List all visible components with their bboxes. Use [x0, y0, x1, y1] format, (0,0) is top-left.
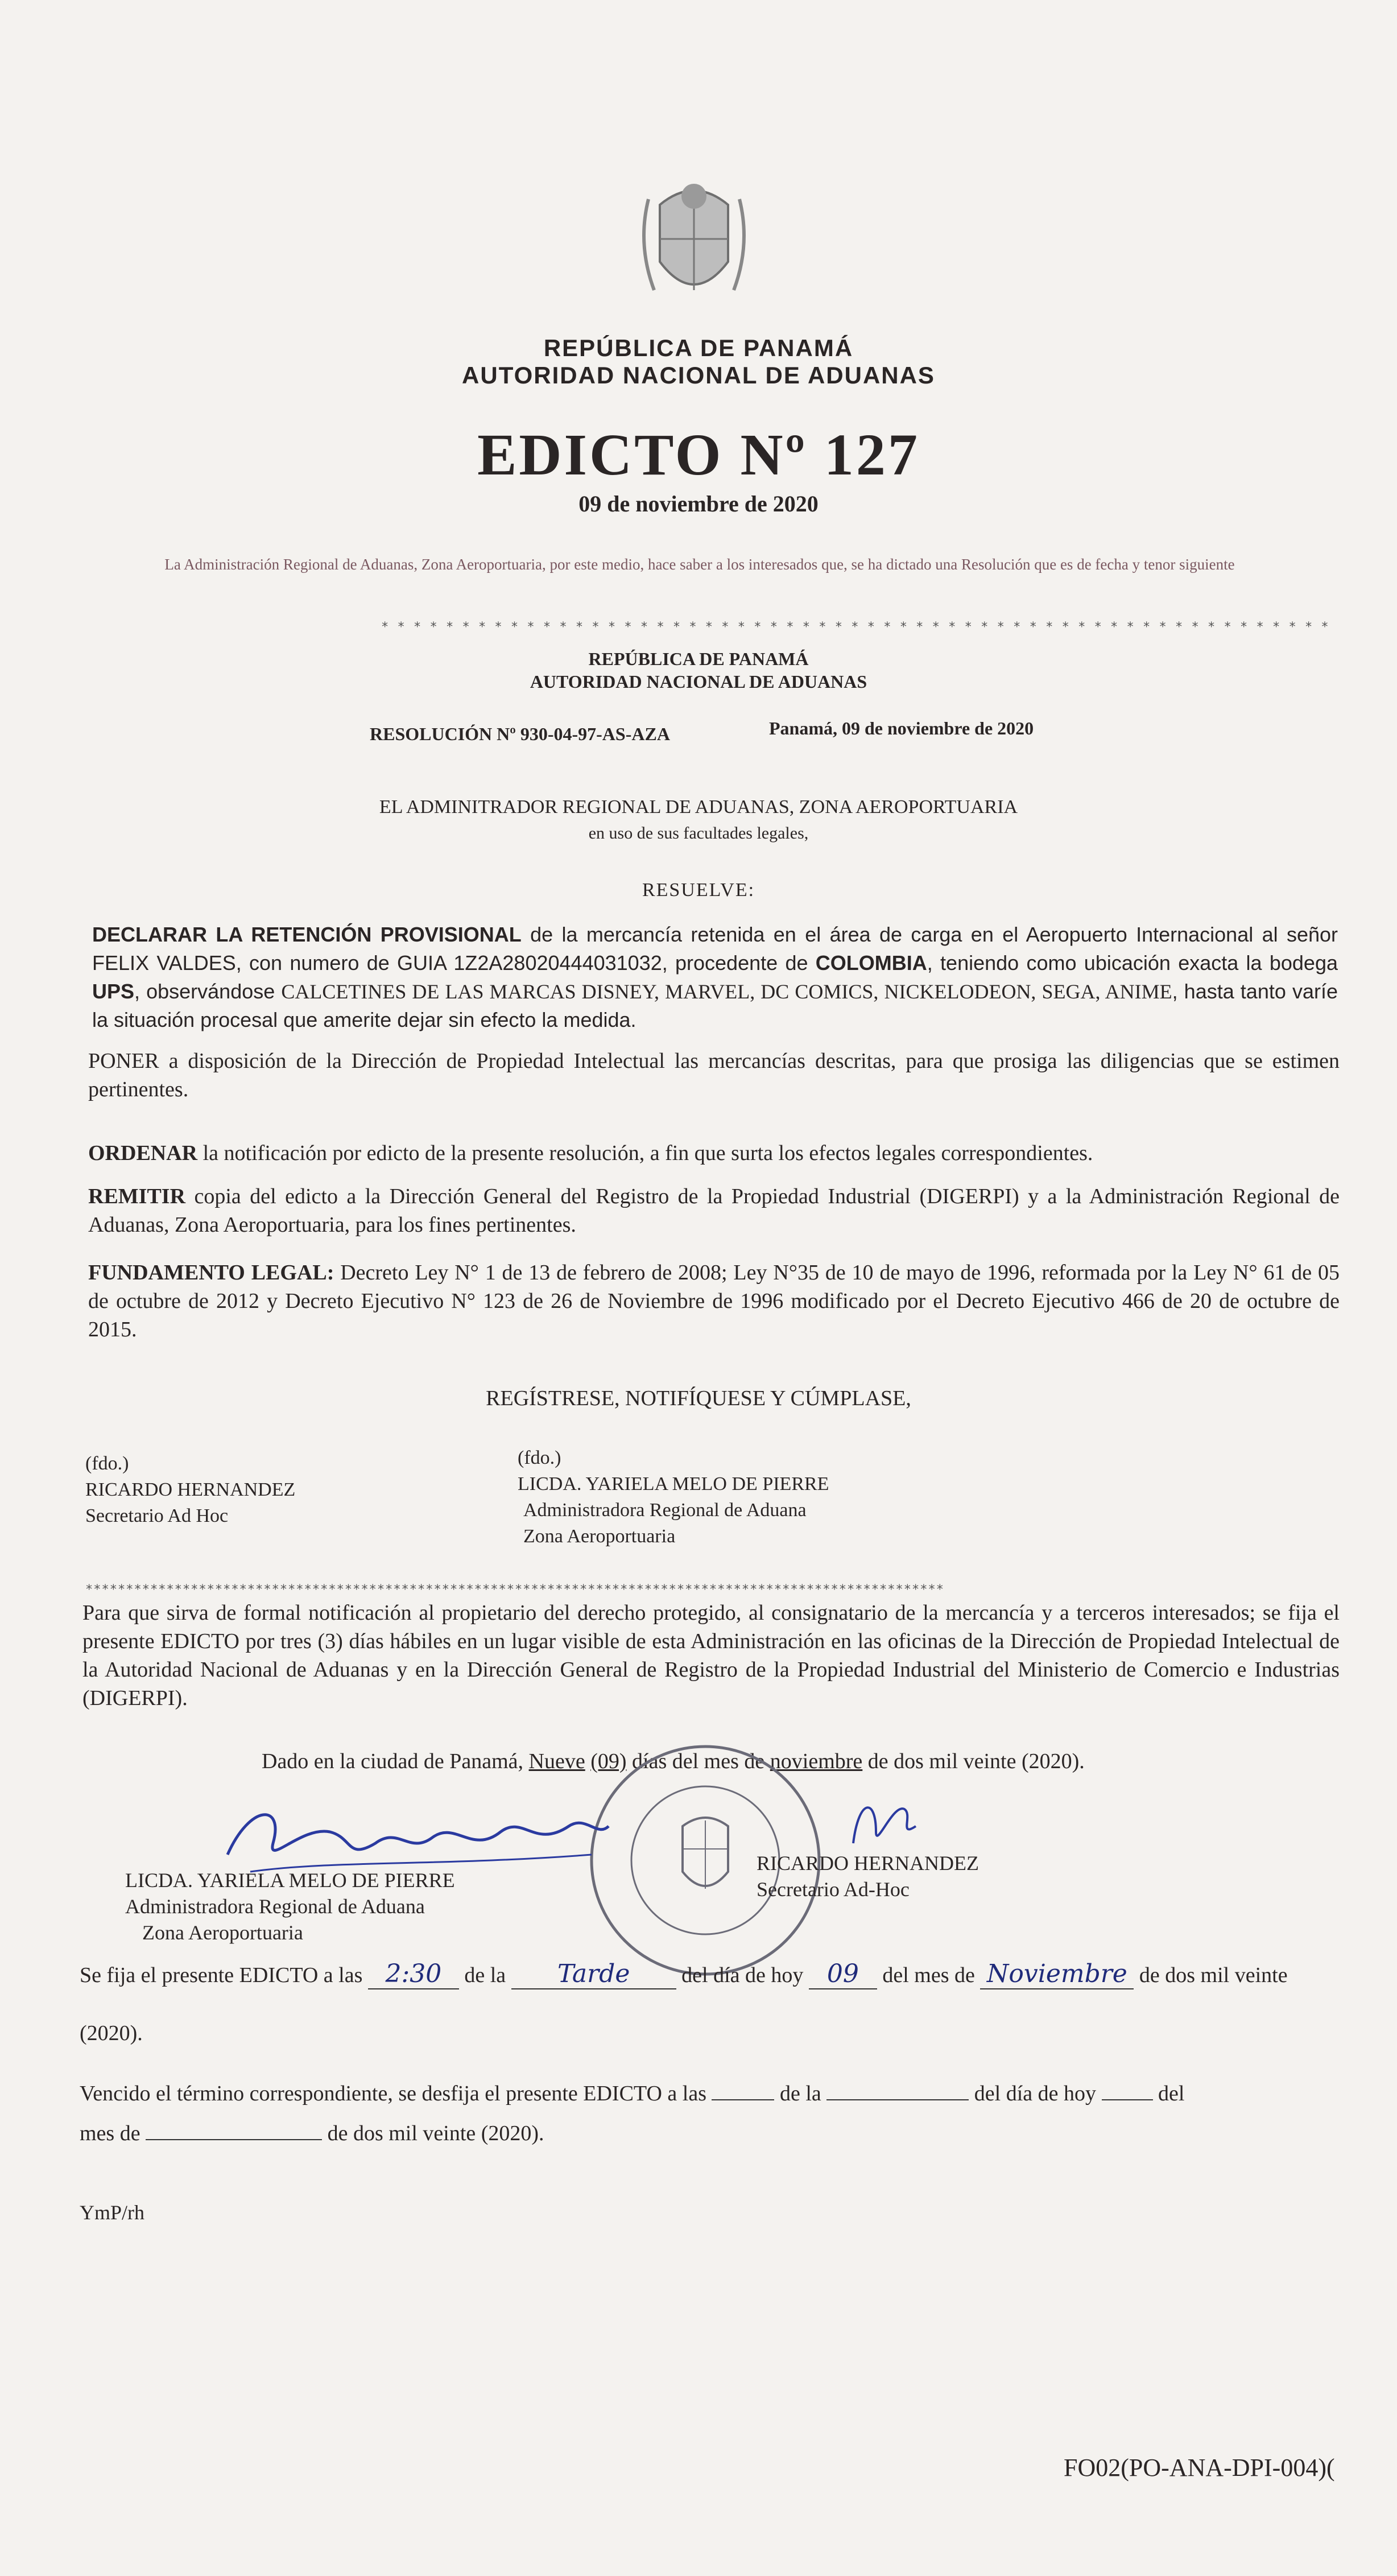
posting-p1: Se fija el presente EDICTO a las: [80, 1963, 368, 1987]
warehouse-name: UPS: [92, 980, 135, 1003]
posting-period: Tarde: [511, 1959, 676, 1989]
clause-declarar: [92, 920, 1338, 1034]
removal-p2: de la: [774, 2082, 827, 2106]
issued-suffix: de dos mil veinte (2020).: [862, 1749, 1085, 1773]
separator-stars: * * * * * * * * * * * * * * * * * * * * * * * * * * * * * * * * * * * * * * * * * * * * * * * * * * * * * * * * * * *: [381, 620, 1329, 634]
fdo-left-name: RICARDO HERNANDEZ: [85, 1479, 296, 1500]
fdo-right-mark: (fdo.): [518, 1447, 561, 1468]
initials: YmP/rh: [80, 2201, 145, 2224]
issued-day-num: (09): [590, 1749, 627, 1773]
separator-stars-2: **********************************************************************************************************: [85, 1583, 944, 1597]
clause-remitir: [88, 1182, 1340, 1239]
posting-month: Noviembre: [980, 1959, 1134, 1989]
removal-line-2: [80, 2121, 544, 2146]
issued-day-word: Nueve: [528, 1749, 585, 1773]
owner-name: FELIX VALDES: [92, 951, 236, 975]
clause-remitir-lead: REMITIR: [88, 1184, 186, 1208]
posting-p4: del mes de: [877, 1963, 981, 1987]
signer-left-role2: Zona Aeroportuaria: [142, 1921, 303, 1944]
removal-day-blank: [1102, 2099, 1153, 2100]
issued-prefix: Dado en la ciudad de Panamá,: [262, 1749, 529, 1773]
coat-of-arms-icon: [637, 176, 751, 313]
clause-declarar-text-c: , teniendo como ubicación exacta la bodega: [927, 951, 1338, 975]
removal-period-blank: [826, 2099, 969, 2100]
signer-right-name: RICARDO HERNANDEZ: [757, 1852, 979, 1875]
clause-fundamento-text: Decreto Ley N° 1 de 13 de febrero de 2008; Ley N°35 de 10 de mayo de 1996, reformada por la Ley N° 61 de 05 de octubre de 2012 y Decreto Ejecutivo N° 123 de 26 de Noviembre de 1996 modificado por el Decreto Ejecutivo 466 de 20 de octubre de 2015.: [88, 1261, 1340, 1341]
removal-hour-blank: [712, 2099, 774, 2100]
removal-line: [80, 2081, 1184, 2106]
fdo-right-signer: [518, 1445, 829, 1550]
resolution-number: RESOLUCIÓN Nº 930-04-97-AS-AZA: [370, 724, 670, 744]
closing-line: REGÍSTRESE, NOTIFÍQUESE Y CÚMPLASE,: [486, 1386, 911, 1410]
edict-intro: La Administración Regional de Aduanas, Zona Aeroportuaria, por este medio, hace saber a los interesados que, se ha dictado una Resolución que es de fecha y tenor siguiente: [164, 556, 1235, 573]
header-republic: REPÚBLICA DE PANAMÁ: [543, 335, 854, 361]
clause-ordenar-lead: ORDENAR: [88, 1141, 198, 1165]
signer-right-block: [757, 1850, 979, 1902]
notice-paragraph: Para que sirva de formal notificación al propietario del derecho protegido, al consignatario de la mercancía y a terceros interesados; se fija el presente EDICTO por tres (3) días hábiles en un lugar visible de esta Administración en las oficinas de la Dirección de Propiedad Intelectual de la Autoridad Nacional de Aduanas y en la Dirección General de Registro de la Propiedad Industrial del Ministerio de Comercio e Industrias (DIGERPI).: [82, 1601, 1340, 1710]
removal-month-blank: [146, 2139, 322, 2140]
issued-month: noviembre: [770, 1749, 863, 1773]
form-code: FO02(PO-ANA-DPI-004)(: [1064, 2454, 1335, 2482]
clause-declarar-text-e: , hasta tanto varíe la situación procesal que amerite dejar sin efecto la medida.: [92, 980, 1338, 1031]
legal-powers-line: en uso de sus facultades legales,: [588, 824, 809, 843]
resolution-republic: REPÚBLICA DE PANAMÁ: [588, 649, 809, 669]
clause-ordenar: [88, 1139, 1340, 1167]
administrator-line: EL ADMINITRADOR REGIONAL DE ADUANAS, ZONA AEROPORTUARIA: [379, 796, 1018, 818]
removal-p6: de dos mil veinte (2020).: [322, 2121, 544, 2145]
posting-p3: del día de hoy: [676, 1963, 809, 1987]
resuelve-heading: RESUELVE:: [642, 880, 755, 901]
fdo-left-mark: (fdo.): [85, 1453, 129, 1474]
fdo-right-role1: Administradora Regional de Aduana: [523, 1500, 807, 1521]
origin-country: COLOMBIA: [815, 951, 927, 975]
posting-hour: 2:30: [368, 1959, 459, 1989]
clause-ordenar-text: la notificación por edicto de la presente resolución, a fin que surta los efectos legales correspondientes.: [197, 1141, 1093, 1165]
fdo-right-role2: Zona Aeroportuaria: [523, 1526, 676, 1547]
signer-left-role1: Administradora Regional de Aduana: [125, 1895, 425, 1918]
resolution-authority: AUTORIDAD NACIONAL DE ADUANAS: [530, 671, 867, 692]
posting-line: [80, 1959, 1288, 1989]
removal-p3: del día de hoy: [969, 2082, 1102, 2106]
removal-p5: mes de: [80, 2121, 146, 2145]
posting-p5: de dos mil veinte: [1134, 1963, 1288, 1987]
clause-declarar-text-b: , con numero de GUIA 1Z2A28020444031032, procedente de: [235, 951, 816, 975]
resolution-place-date: Panamá, 09 de noviembre de 2020: [769, 718, 1034, 738]
edict-date: 09 de noviembre de 2020: [578, 491, 819, 517]
clause-poner: [88, 1047, 1340, 1104]
clause-declarar-text-d: , observándose: [134, 980, 282, 1003]
signature-hernandez-icon: [842, 1786, 921, 1855]
fdo-left-signer: [85, 1451, 295, 1529]
clause-remitir-text: copia del edicto a la Dirección General del Registro de la Propiedad Industrial (DIGERPI) y a la Administración Regional de Aduanas, Zona Aeroportuaria, para los fines pertinentes.: [88, 1184, 1340, 1237]
header-authority: AUTORIDAD NACIONAL DE ADUANAS: [462, 362, 935, 389]
fdo-left-role: Secretario Ad Hoc: [85, 1505, 229, 1526]
posting-day: 09: [809, 1959, 877, 1989]
goods-description: CALCETINES DE LAS MARCAS DISNEY, MARVEL, DC COMICS, NICKELODEON, SEGA, ANIME: [281, 980, 1172, 1003]
posting-year: (2020).: [80, 2021, 143, 2045]
clause-fundamento: [88, 1258, 1340, 1344]
clause-fundamento-lead: FUNDAMENTO LEGAL:: [88, 1261, 334, 1285]
clause-declarar-text-a: de la mercancía retenida en el área de carga en el Aeropuerto Internacional al señor: [521, 923, 1338, 946]
edict-title: EDICTO Nº 127: [477, 422, 920, 488]
signer-left-block: [125, 1867, 455, 1946]
clause-declarar-lead: DECLARAR LA RETENCIÓN PROVISIONAL: [92, 923, 522, 946]
posting-p2: de la: [458, 1963, 511, 1987]
signer-left-name: LICDA. YARIELA MELO DE PIERRE: [125, 1869, 455, 1892]
clause-poner-text: a disposición de la Dirección de Propiedad Intelectual las mercancías descritas, para que prosiga las diligencias que se estimen pertinentes.: [88, 1049, 1340, 1101]
removal-p1: Vencido el término correspondiente, se desfija el presente EDICTO a las: [80, 2082, 712, 2106]
removal-p4: del: [1152, 2082, 1185, 2106]
clause-poner-lead: PONER: [88, 1049, 159, 1073]
issued-mid: días del mes de: [626, 1749, 770, 1773]
fdo-right-name: LICDA. YARIELA MELO DE PIERRE: [518, 1473, 829, 1495]
signer-right-role: Secretario Ad-Hoc: [757, 1878, 910, 1901]
